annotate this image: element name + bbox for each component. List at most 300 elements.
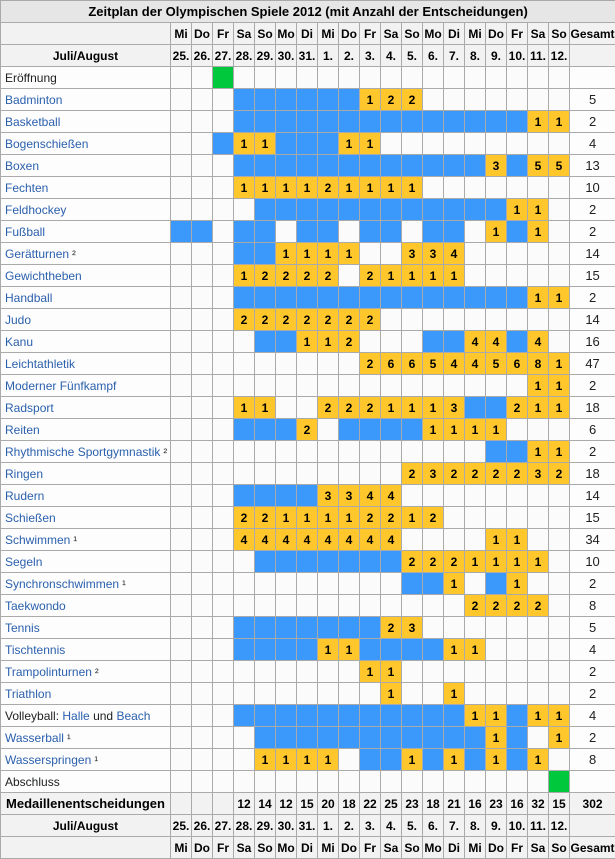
schedule-cell-r29-c16	[507, 705, 528, 727]
schedule-cell-r27-c10: 1	[381, 661, 402, 683]
weekday-header-cell-7: Mi	[318, 23, 339, 45]
sport-link[interactable]: Moderner Fünfkampf	[5, 379, 116, 393]
schedule-cell-r21-c2	[213, 529, 234, 551]
schedule-cell-r2-c14	[465, 111, 486, 133]
schedule-cell-r26-c1	[192, 639, 213, 661]
schedule-cell-r7-c15: 1	[486, 221, 507, 243]
schedule-cell-r0-c2	[213, 67, 234, 89]
sport-name-cell	[1, 705, 171, 727]
sport-link[interactable]: Kanu	[5, 335, 33, 349]
schedule-cell-r11-c9: 2	[360, 309, 381, 331]
schedule-cell-r29-c6	[297, 705, 318, 727]
schedule-cell-r13-c10: 6	[381, 353, 402, 375]
schedule-cell-r12-c13	[444, 331, 465, 353]
date-header-cell-17: 11.	[528, 45, 549, 67]
schedule-cell-r30-c15: 1	[486, 727, 507, 749]
schedule-cell-r31-c11: 1	[402, 749, 423, 771]
schedule-cell-r13-c5	[276, 353, 297, 375]
schedule-cell-r31-c16	[507, 749, 528, 771]
schedule-cell-r7-c17: 1	[528, 221, 549, 243]
schedule-cell-r16-c5	[276, 419, 297, 441]
sport-link[interactable]: Gerätturnen	[5, 247, 69, 261]
sport-name-cell	[1, 683, 171, 705]
schedule-cell-r11-c15	[486, 309, 507, 331]
schedule-cell-r22-c3	[234, 551, 255, 573]
schedule-cell-r8-c12: 3	[423, 243, 444, 265]
schedule-cell-r16-c9	[360, 419, 381, 441]
row-total-cell: 6	[570, 419, 615, 441]
weekday-header-cell-14: Mi	[465, 23, 486, 45]
schedule-cell-r14-c1	[192, 375, 213, 397]
schedule-cell-r16-c11	[402, 419, 423, 441]
schedule-cell-r26-c7: 1	[318, 639, 339, 661]
sport-link[interactable]: Fechten	[5, 181, 48, 195]
footnote-marker: ¹	[64, 733, 71, 745]
row-total-cell: 18	[570, 463, 615, 485]
table-row-12	[1, 331, 615, 353]
schedule-cell-r4-c8	[339, 155, 360, 177]
schedule-cell-r1-c13	[444, 89, 465, 111]
sport-name-cell	[1, 177, 171, 199]
schedule-cell-r23-c5	[276, 573, 297, 595]
schedule-cell-r17-c4	[255, 441, 276, 463]
schedule-cell-r29-c7	[318, 705, 339, 727]
schedule-cell-r2-c12	[423, 111, 444, 133]
schedule-cell-r11-c4: 2	[255, 309, 276, 331]
weekday-header-cell-16: Fr	[507, 23, 528, 45]
date-footer-corner-label: Juli/August	[1, 815, 171, 837]
sport-link[interactable]: Leichtathletik	[5, 357, 75, 371]
sport-name-text: Volleyball:	[5, 709, 62, 723]
schedule-cell-r19-c15	[486, 485, 507, 507]
schedule-cell-r16-c18	[549, 419, 570, 441]
sport-link[interactable]: Trampolinturnen	[5, 665, 92, 679]
schedule-cell-r17-c14	[465, 441, 486, 463]
weekday-header-total-label: Gesamt	[570, 23, 615, 45]
schedule-cell-r20-c3: 2	[234, 507, 255, 529]
sport-link[interactable]: Segeln	[5, 555, 42, 569]
table-row-6	[1, 199, 615, 221]
date-header-cell-13: 7.	[444, 45, 465, 67]
schedule-cell-r13-c7	[318, 353, 339, 375]
row-total-cell: 15	[570, 265, 615, 287]
schedule-cell-r32-c8	[339, 771, 360, 793]
medal-decisions-cell-1	[192, 793, 213, 815]
sport-link[interactable]: Tischtennis	[5, 643, 65, 657]
sport-link[interactable]: Schwimmen	[5, 533, 70, 547]
schedule-cell-r19-c13	[444, 485, 465, 507]
schedule-cell-r18-c3	[234, 463, 255, 485]
schedule-cell-r2-c17: 1	[528, 111, 549, 133]
schedule-cell-r28-c2	[213, 683, 234, 705]
schedule-cell-r7-c13	[444, 221, 465, 243]
schedule-cell-r1-c5	[276, 89, 297, 111]
schedule-cell-r16-c12: 1	[423, 419, 444, 441]
schedule-cell-r1-c9: 1	[360, 89, 381, 111]
sport-name-cell	[1, 485, 171, 507]
schedule-cell-r23-c3	[234, 573, 255, 595]
row-total-cell: 2	[570, 375, 615, 397]
table-row-26	[1, 639, 615, 661]
schedule-cell-r17-c16	[507, 441, 528, 463]
schedule-cell-r1-c7	[318, 89, 339, 111]
date-header-cell-10: 4.	[381, 45, 402, 67]
schedule-cell-r7-c1	[192, 221, 213, 243]
schedule-cell-r27-c5	[276, 661, 297, 683]
schedule-cell-r31-c15: 1	[486, 749, 507, 771]
schedule-cell-r3-c14	[465, 133, 486, 155]
weekday-header-cell-13: Di	[444, 23, 465, 45]
sport-link[interactable]: Tennis	[5, 621, 40, 635]
sport-link[interactable]: Bogenschießen	[5, 137, 88, 151]
schedule-cell-r23-c4	[255, 573, 276, 595]
medal-decisions-cell-13: 21	[444, 793, 465, 815]
schedule-cell-r12-c11	[402, 331, 423, 353]
schedule-cell-r22-c17: 1	[528, 551, 549, 573]
schedule-cell-r24-c0	[171, 595, 192, 617]
table-row-27	[1, 661, 615, 683]
schedule-cell-r0-c9	[360, 67, 381, 89]
schedule-cell-r19-c17	[528, 485, 549, 507]
schedule-cell-r31-c17: 1	[528, 749, 549, 771]
schedule-cell-r28-c18	[549, 683, 570, 705]
sport-name-cell	[1, 155, 171, 177]
sport-link[interactable]: Triathlon	[5, 687, 51, 701]
schedule-cell-r19-c5	[276, 485, 297, 507]
sport-link[interactable]: Basketball	[5, 115, 60, 129]
schedule-cell-r1-c15	[486, 89, 507, 111]
schedule-cell-r9-c4: 2	[255, 265, 276, 287]
schedule-cell-r1-c6	[297, 89, 318, 111]
sport-link[interactable]: Boxen	[5, 159, 39, 173]
schedule-cell-r16-c14: 1	[465, 419, 486, 441]
schedule-cell-r12-c15: 4	[486, 331, 507, 353]
table-row-18	[1, 463, 615, 485]
schedule-cell-r15-c4: 1	[255, 397, 276, 419]
schedule-cell-r29-c8	[339, 705, 360, 727]
schedule-cell-r29-c17: 1	[528, 705, 549, 727]
schedule-cell-r9-c14	[465, 265, 486, 287]
schedule-cell-r18-c12: 3	[423, 463, 444, 485]
date-header-total-label	[570, 45, 615, 67]
schedule-cell-r10-c5	[276, 287, 297, 309]
schedule-cell-r30-c16	[507, 727, 528, 749]
schedule-cell-r6-c4	[255, 199, 276, 221]
row-total-cell: 13	[570, 155, 615, 177]
schedule-cell-r15-c8: 2	[339, 397, 360, 419]
schedule-cell-r15-c15	[486, 397, 507, 419]
schedule-cell-r31-c4: 1	[255, 749, 276, 771]
schedule-cell-r8-c6: 1	[297, 243, 318, 265]
sport-link[interactable]: Handball	[5, 291, 52, 305]
sport-link[interactable]: Gewichtheben	[5, 269, 82, 283]
schedule-cell-r24-c9	[360, 595, 381, 617]
schedule-cell-r15-c18: 1	[549, 397, 570, 419]
row-total-cell: 2	[570, 661, 615, 683]
schedule-cell-r14-c18: 1	[549, 375, 570, 397]
schedule-cell-r27-c18	[549, 661, 570, 683]
table-row-1	[1, 89, 615, 111]
schedule-cell-r29-c0	[171, 705, 192, 727]
schedule-cell-r16-c6: 2	[297, 419, 318, 441]
schedule-cell-r20-c17	[528, 507, 549, 529]
schedule-cell-r13-c18: 1	[549, 353, 570, 375]
row-total-cell: 8	[570, 749, 615, 771]
row-total-cell: 2	[570, 441, 615, 463]
sport-name-cell	[1, 199, 171, 221]
schedule-cell-r26-c10	[381, 639, 402, 661]
schedule-cell-r9-c6: 2	[297, 265, 318, 287]
schedule-cell-r16-c0	[171, 419, 192, 441]
row-total-cell: 14	[570, 243, 615, 265]
schedule-cell-r17-c18: 1	[549, 441, 570, 463]
schedule-cell-r11-c2	[213, 309, 234, 331]
schedule-cell-r17-c9	[360, 441, 381, 463]
sport-name-cell	[1, 309, 171, 331]
schedule-cell-r1-c17	[528, 89, 549, 111]
schedule-cell-r25-c11: 3	[402, 617, 423, 639]
weekday-header-cell-9: Fr	[360, 23, 381, 45]
sport-link[interactable]: Feldhockey	[5, 203, 66, 217]
schedule-cell-r8-c2	[213, 243, 234, 265]
schedule-cell-r32-c1	[192, 771, 213, 793]
schedule-cell-r29-c3	[234, 705, 255, 727]
schedule-cell-r27-c17	[528, 661, 549, 683]
sport-link[interactable]: Badminton	[5, 93, 62, 107]
sport-link[interactable]: Halle	[62, 709, 89, 723]
schedule-cell-r19-c2	[213, 485, 234, 507]
schedule-cell-r32-c5	[276, 771, 297, 793]
row-total-cell: 2	[570, 287, 615, 309]
schedule-cell-r32-c11	[402, 771, 423, 793]
schedule-cell-r5-c7: 2	[318, 177, 339, 199]
schedule-cell-r30-c6	[297, 727, 318, 749]
weekday-footer-total-label: Gesamt	[570, 837, 615, 859]
weekday-footer-cell-1: Do	[192, 837, 213, 859]
row-total-cell: 14	[570, 309, 615, 331]
schedule-cell-r28-c10: 1	[381, 683, 402, 705]
schedule-cell-r23-c15	[486, 573, 507, 595]
schedule-cell-r23-c16: 1	[507, 573, 528, 595]
schedule-cell-r19-c11	[402, 485, 423, 507]
table-row-20	[1, 507, 615, 529]
row-total-cell: 18	[570, 397, 615, 419]
table-row-17	[1, 441, 615, 463]
schedule-cell-r9-c18	[549, 265, 570, 287]
schedule-cell-r25-c12	[423, 617, 444, 639]
sport-link[interactable]: Wasserspringen	[5, 753, 91, 767]
date-footer-cell-0: 25.	[171, 815, 192, 837]
schedule-cell-r9-c3: 1	[234, 265, 255, 287]
schedule-cell-r22-c5	[276, 551, 297, 573]
schedule-cell-r15-c7: 2	[318, 397, 339, 419]
medal-decisions-cell-4: 14	[255, 793, 276, 815]
weekday-footer-cell-2: Fr	[213, 837, 234, 859]
schedule-cell-r7-c16	[507, 221, 528, 243]
schedule-cell-r18-c4	[255, 463, 276, 485]
schedule-cell-r24-c14: 2	[465, 595, 486, 617]
date-footer-cell-18: 12.	[549, 815, 570, 837]
sport-link[interactable]: Schießen	[5, 511, 56, 525]
schedule-cell-r1-c3	[234, 89, 255, 111]
schedule-cell-r5-c5: 1	[276, 177, 297, 199]
schedule-cell-r12-c0	[171, 331, 192, 353]
schedule-cell-r8-c0	[171, 243, 192, 265]
schedule-cell-r10-c13	[444, 287, 465, 309]
schedule-cell-r18-c5	[276, 463, 297, 485]
row-total-cell: 2	[570, 573, 615, 595]
sport-link[interactable]: Rhythmische Sportgymnastik	[5, 445, 160, 459]
schedule-cell-r17-c2	[213, 441, 234, 463]
schedule-cell-r29-c15: 1	[486, 705, 507, 727]
schedule-cell-r4-c14	[465, 155, 486, 177]
schedule-cell-r14-c14	[465, 375, 486, 397]
medal-decisions-cell-10: 25	[381, 793, 402, 815]
schedule-cell-r3-c15	[486, 133, 507, 155]
weekday-header-cell-1: Do	[192, 23, 213, 45]
table-title: Zeitplan der Olympischen Spiele 2012 (mit Anzahl der Entscheidungen)	[1, 1, 615, 23]
schedule-cell-r3-c10	[381, 133, 402, 155]
sport-link[interactable]: Rudern	[5, 489, 44, 503]
sport-link[interactable]: Fußball	[5, 225, 45, 239]
schedule-cell-r4-c12	[423, 155, 444, 177]
schedule-cell-r4-c18: 5	[549, 155, 570, 177]
schedule-cell-r15-c17: 1	[528, 397, 549, 419]
sport-link[interactable]: Radsport	[5, 401, 54, 415]
weekday-footer-cell-0: Mi	[171, 837, 192, 859]
schedule-cell-r14-c5	[276, 375, 297, 397]
schedule-cell-r3-c8: 1	[339, 133, 360, 155]
schedule-cell-r4-c5	[276, 155, 297, 177]
schedule-cell-r20-c15	[486, 507, 507, 529]
schedule-cell-r31-c1	[192, 749, 213, 771]
sport-name-cell	[1, 111, 171, 133]
sport-link[interactable]: Judo	[5, 313, 31, 327]
schedule-cell-r5-c18	[549, 177, 570, 199]
schedule-cell-r15-c11: 1	[402, 397, 423, 419]
table-row-5	[1, 177, 615, 199]
schedule-cell-r9-c11: 1	[402, 265, 423, 287]
sport-name-cell	[1, 573, 171, 595]
schedule-cell-r13-c12: 5	[423, 353, 444, 375]
schedule-cell-r19-c12	[423, 485, 444, 507]
schedule-cell-r21-c16: 1	[507, 529, 528, 551]
date-header-cell-3: 28.	[234, 45, 255, 67]
weekday-footer-cell-14: Mi	[465, 837, 486, 859]
schedule-cell-r31-c18	[549, 749, 570, 771]
table-row-0	[1, 67, 615, 89]
weekday-header-cell-4: So	[255, 23, 276, 45]
schedule-cell-r10-c4	[255, 287, 276, 309]
schedule-cell-r1-c18	[549, 89, 570, 111]
schedule-cell-r17-c10	[381, 441, 402, 463]
schedule-cell-r23-c1	[192, 573, 213, 595]
sport-link[interactable]: Synchronschwimmen	[5, 577, 119, 591]
date-footer-total-label	[570, 815, 615, 837]
schedule-cell-r14-c11	[402, 375, 423, 397]
schedule-cell-r9-c5: 2	[276, 265, 297, 287]
schedule-cell-r20-c7: 1	[318, 507, 339, 529]
medal-decisions-cell-3: 12	[234, 793, 255, 815]
schedule-cell-r21-c13	[444, 529, 465, 551]
schedule-cell-r9-c2	[213, 265, 234, 287]
schedule-cell-r12-c10	[381, 331, 402, 353]
sport-link[interactable]: Taekwondo	[5, 599, 66, 613]
schedule-cell-r18-c0	[171, 463, 192, 485]
schedule-cell-r11-c10	[381, 309, 402, 331]
medal-decisions-cell-17: 32	[528, 793, 549, 815]
schedule-cell-r12-c2	[213, 331, 234, 353]
schedule-cell-r31-c6: 1	[297, 749, 318, 771]
schedule-cell-r6-c9	[360, 199, 381, 221]
sport-name-cell	[1, 375, 171, 397]
schedule-cell-r22-c1	[192, 551, 213, 573]
schedule-cell-r26-c6	[297, 639, 318, 661]
schedule-cell-r5-c4: 1	[255, 177, 276, 199]
schedule-cell-r23-c14	[465, 573, 486, 595]
schedule-cell-r30-c17	[528, 727, 549, 749]
schedule-cell-r29-c11	[402, 705, 423, 727]
sport-link[interactable]: Wasserball	[5, 731, 64, 745]
table-row-9	[1, 265, 615, 287]
schedule-cell-r20-c4: 2	[255, 507, 276, 529]
schedule-cell-r5-c12	[423, 177, 444, 199]
table-row-25	[1, 617, 615, 639]
schedule-cell-r24-c16: 2	[507, 595, 528, 617]
schedule-cell-r28-c14	[465, 683, 486, 705]
schedule-cell-r9-c9: 2	[360, 265, 381, 287]
schedule-cell-r13-c17: 8	[528, 353, 549, 375]
schedule-cell-r8-c13: 4	[444, 243, 465, 265]
sport-link[interactable]: Ringen	[5, 467, 43, 481]
schedule-cell-r3-c7	[318, 133, 339, 155]
schedule-cell-r6-c13	[444, 199, 465, 221]
schedule-cell-r0-c5	[276, 67, 297, 89]
schedule-cell-r6-c6	[297, 199, 318, 221]
schedule-cell-r28-c15	[486, 683, 507, 705]
date-footer-cell-16: 10.	[507, 815, 528, 837]
schedule-cell-r19-c7: 3	[318, 485, 339, 507]
weekday-footer-cell-5: Mo	[276, 837, 297, 859]
weekday-header-cell-6: Di	[297, 23, 318, 45]
schedule-cell-r2-c18: 1	[549, 111, 570, 133]
schedule-cell-r26-c17	[528, 639, 549, 661]
schedule-cell-r24-c10	[381, 595, 402, 617]
sport-link[interactable]: Reiten	[5, 423, 40, 437]
schedule-cell-r32-c18	[549, 771, 570, 793]
schedule-cell-r2-c7	[318, 111, 339, 133]
schedule-cell-r18-c13: 2	[444, 463, 465, 485]
row-total-cell: 47	[570, 353, 615, 375]
schedule-cell-r5-c1	[192, 177, 213, 199]
schedule-cell-r14-c6	[297, 375, 318, 397]
schedule-cell-r16-c1	[192, 419, 213, 441]
schedule-cell-r26-c11	[402, 639, 423, 661]
schedule-cell-r22-c7	[318, 551, 339, 573]
sport-name-cell	[1, 67, 171, 89]
schedule-cell-r17-c17: 1	[528, 441, 549, 463]
table-row-30	[1, 727, 615, 749]
schedule-cell-r0-c11	[402, 67, 423, 89]
schedule-cell-r32-c16	[507, 771, 528, 793]
schedule-cell-r25-c5	[276, 617, 297, 639]
schedule-cell-r7-c6	[297, 221, 318, 243]
schedule-cell-r21-c18	[549, 529, 570, 551]
table-row-10	[1, 287, 615, 309]
schedule-cell-r18-c9	[360, 463, 381, 485]
schedule-cell-r15-c5	[276, 397, 297, 419]
sport-link[interactable]: Beach	[116, 709, 150, 723]
